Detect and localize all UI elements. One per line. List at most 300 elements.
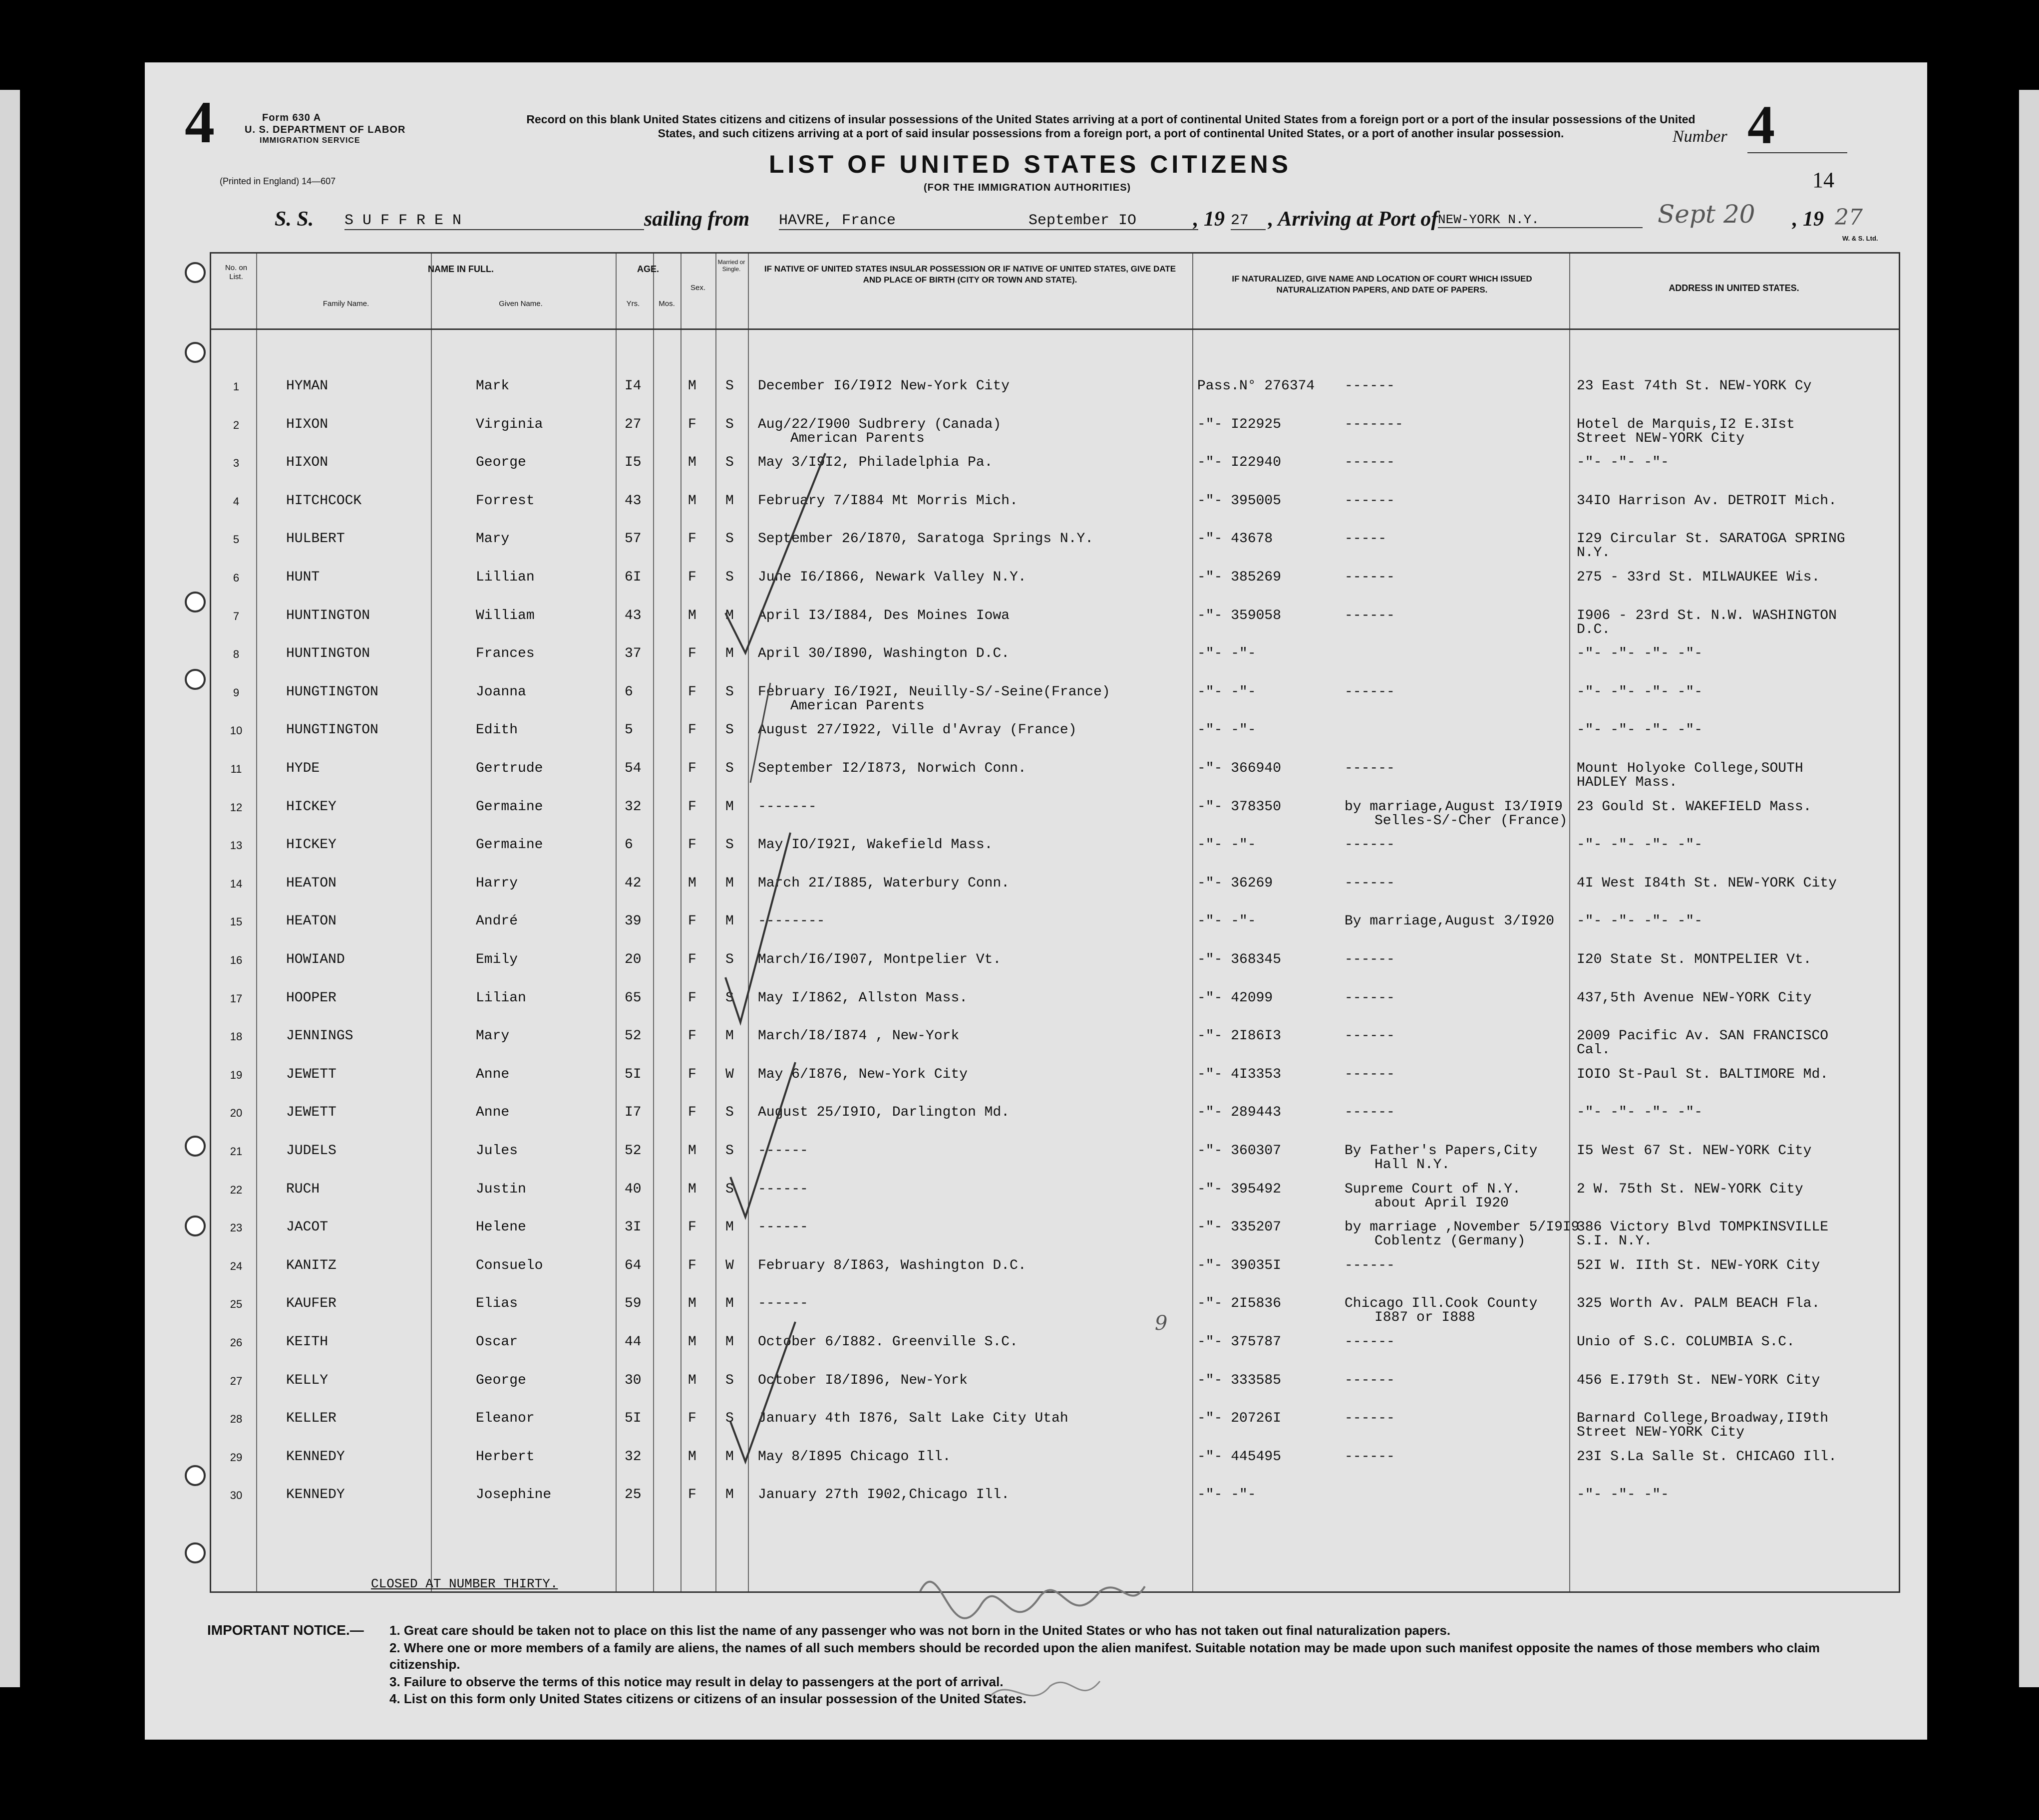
cell-pass: -"- -"- <box>1197 646 1256 662</box>
cell-sex: M <box>688 493 696 509</box>
cell-addr: 2 W. 75th St. NEW-YORK City <box>1577 1181 1803 1197</box>
cell-sex: M <box>688 875 696 891</box>
margin-handwritten-number: 9 <box>1155 1312 1168 1335</box>
cell-sex: F <box>688 646 696 662</box>
adjacent-page-left-edge <box>0 90 20 1687</box>
cell-age: 20 <box>625 952 642 967</box>
cell-pass: -"- -"- <box>1197 722 1256 738</box>
cell-addr: 386 Victory Blvd TOMPKINSVILLE <box>1577 1219 1829 1235</box>
cell-birth: -------- <box>758 913 825 929</box>
cell-given: Edith <box>476 722 518 738</box>
binder-hole <box>185 669 206 690</box>
row-number: 10 <box>230 724 243 737</box>
cell-sex: F <box>688 1066 696 1082</box>
table-row <box>211 603 1899 641</box>
cell-family: HIXON <box>286 455 329 471</box>
cell-age: 57 <box>625 531 642 547</box>
cell-pass: -"- -"- <box>1197 837 1256 853</box>
cell-court2: Hall N.Y. <box>1374 1157 1450 1173</box>
cell-ms: M <box>725 1028 734 1044</box>
cell-addr: Unio of S.C. COLUMBIA S.C. <box>1577 1334 1795 1350</box>
row-number: 1 <box>233 380 240 393</box>
cell-pass: -"- 4I3353 <box>1197 1066 1282 1082</box>
cell-given: Forrest <box>476 493 535 509</box>
cell-age: 40 <box>625 1181 642 1197</box>
row-number: 19 <box>230 1068 243 1081</box>
cell-court2: Coblentz (Germany) <box>1374 1233 1526 1249</box>
table-row <box>211 1291 1899 1329</box>
cell-pass: -"- 359058 <box>1197 607 1282 623</box>
cell-ms: M <box>725 1296 734 1312</box>
cell-ms: M <box>725 493 734 509</box>
cell-addr: I29 Circular St. SARATOGA SPRING <box>1577 531 1845 547</box>
cell-age: 6 <box>625 837 633 853</box>
cell-sex: F <box>688 684 696 700</box>
cell-ms: S <box>725 684 734 700</box>
cell-given: George <box>476 1372 526 1388</box>
cell-birth: January 4th I876, Salt Lake City Utah <box>758 1411 1068 1427</box>
cell-age: 44 <box>625 1334 642 1350</box>
cell-family: HICKEY <box>286 799 337 815</box>
cell-pass: -"- 385269 <box>1197 570 1282 585</box>
page-number: 14 <box>1812 168 1834 192</box>
cell-addr: 456 E.I79th St. NEW-YORK City <box>1577 1372 1820 1388</box>
cell-age: 37 <box>625 646 642 662</box>
cell-family: KELLER <box>286 1411 337 1427</box>
table-row <box>211 450 1899 488</box>
cell-family: HUNGTINGTON <box>286 722 378 738</box>
cell-birth: March 2I/I885, Waterbury Conn. <box>758 875 1010 891</box>
row-number: 5 <box>233 533 240 546</box>
cell-age: 65 <box>625 990 642 1006</box>
cell-birth: February 7/I884 Mt Morris Mich. <box>758 493 1018 509</box>
binder-hole <box>185 592 206 612</box>
cell-family: HUNTINGTON <box>286 646 370 662</box>
table-row <box>211 526 1899 564</box>
table-row <box>211 1023 1899 1061</box>
row-number: 3 <box>233 457 240 470</box>
cell-addr2: Cal. <box>1577 1042 1611 1058</box>
cell-court2: Selles-S/-Cher (France) <box>1374 813 1568 829</box>
cell-family: HOOPER <box>286 990 337 1006</box>
table-row <box>211 1482 1899 1520</box>
ss-label: S. S. <box>275 208 314 231</box>
ship-name: S U F F R E N <box>344 212 644 230</box>
row-number: 8 <box>233 648 240 661</box>
cell-given: Herbert <box>476 1449 535 1465</box>
table-row <box>211 1368 1899 1406</box>
cell-given: Jules <box>476 1143 518 1159</box>
cell-given: Frances <box>476 646 535 662</box>
cell-birth: June I6/I866, Newark Valley N.Y. <box>758 570 1026 585</box>
table-row <box>211 679 1899 717</box>
row-number: 14 <box>230 877 243 890</box>
table-row <box>211 717 1899 755</box>
cell-given: William <box>476 607 535 623</box>
cell-pass: -"- 43678 <box>1197 531 1273 547</box>
cell-sex: F <box>688 761 696 776</box>
row-number: 9 <box>233 686 240 699</box>
cell-family: HITCHCOCK <box>286 493 362 509</box>
table-row <box>211 871 1899 909</box>
cell-given: Anne <box>476 1105 510 1121</box>
cell-addr: 23 Gould St. WAKEFIELD Mass. <box>1577 799 1812 815</box>
cell-sex: F <box>688 531 696 547</box>
cell-ms: S <box>725 570 734 585</box>
number-label: Number <box>1673 127 1727 146</box>
cell-birth: April I3/I884, Des Moines Iowa <box>758 607 1010 623</box>
cell-ms: M <box>725 646 734 662</box>
cell-given: Josephine <box>476 1487 552 1503</box>
cell-pass: -"- I22925 <box>1197 416 1282 432</box>
cell-addr: 325 Worth Av. PALM BEACH Fla. <box>1577 1296 1820 1312</box>
cell-birth: May IO/I92I, Wakefield Mass. <box>758 837 993 853</box>
arriving-label: , Arriving at Port of <box>1268 208 1438 231</box>
sailing-label: sailing from <box>644 208 750 231</box>
cell-given: Joanna <box>476 684 526 700</box>
cell-birth: ------ <box>758 1219 808 1235</box>
cell-court: ------ <box>1345 952 1395 967</box>
cell-given: Mark <box>476 378 510 394</box>
cell-court2: about April I920 <box>1374 1195 1509 1211</box>
cell-sex: M <box>688 1296 696 1312</box>
cell-given: Gertrude <box>476 761 543 776</box>
cell-sex: F <box>688 1028 696 1044</box>
port-from: HAVRE, France <box>779 212 1078 230</box>
cell-pass: -"- -"- <box>1197 684 1256 700</box>
cell-age: 6 <box>625 684 633 700</box>
cell-addr2: D.C. <box>1577 621 1611 637</box>
cell-pass: -"- -"- <box>1197 913 1256 929</box>
cell-addr2: Street NEW-YORK City <box>1577 1425 1745 1441</box>
arrival-date-handwritten: Sept 20 <box>1658 200 1755 229</box>
cell-age: 43 <box>625 607 642 623</box>
cell-sex: F <box>688 1411 696 1427</box>
cell-court: by marriage ,November 5/I9I9 <box>1345 1219 1580 1235</box>
year-prefix: , 19 <box>1193 208 1225 231</box>
col-header-given: Given Name. <box>499 300 543 308</box>
cell-age: 42 <box>625 875 642 891</box>
cell-age: I4 <box>625 378 642 394</box>
pen-check-marks <box>715 333 915 1581</box>
cell-given: André <box>476 913 518 929</box>
col-header-naturalized: IF NATURALIZED, GIVE NAME AND LOCATION OF COURT WHICH ISSUED NATURALIZATION PAPERS, AND DATE OF PAPERS. <box>1232 274 1532 295</box>
cell-addr: 4I West I84th St. NEW-YORK City <box>1577 875 1837 891</box>
row-number: 30 <box>230 1489 243 1502</box>
cell-addr: I20 State St. MONTPELIER Vt. <box>1577 952 1812 967</box>
cell-pass: -"- 366940 <box>1197 761 1282 776</box>
cell-pass: -"- 378350 <box>1197 799 1282 815</box>
cell-ms: S <box>725 1411 734 1427</box>
cell-ms: S <box>725 378 734 394</box>
page-subtitle: (FOR THE IMMIGRATION AUTHORITIES) <box>924 182 1131 193</box>
form-service: IMMIGRATION SERVICE <box>260 136 360 145</box>
cell-pass: -"- 375787 <box>1197 1334 1282 1350</box>
cell-court: ------ <box>1345 761 1395 776</box>
cell-addr: Hotel de Marquis,I2 E.3Ist <box>1577 416 1795 432</box>
cell-sex: F <box>688 799 696 815</box>
cell-birth: December I6/I9I2 New-York City <box>758 378 1010 394</box>
cell-given: Oscar <box>476 1334 518 1350</box>
cell-birth: February 8/I863, Washington D.C. <box>758 1257 1026 1273</box>
table-row <box>211 1329 1899 1367</box>
date-sailed: September IO <box>1028 212 1198 230</box>
cell-sex: F <box>688 570 696 585</box>
row-number: 23 <box>230 1221 243 1234</box>
col-header-address: ADDRESS IN UNITED STATES. <box>1669 283 1799 293</box>
cell-birth: ------ <box>758 1143 808 1159</box>
cell-ms: M <box>725 1487 734 1503</box>
cell-given: Lilian <box>476 990 526 1006</box>
cell-family: KELLY <box>286 1372 329 1388</box>
cell-birth: October 6/I882. Greenville S.C. <box>758 1334 1018 1350</box>
closed-note: CLOSED AT NUMBER THIRTY. <box>371 1576 558 1591</box>
cell-addr2: HADLEY Mass. <box>1577 775 1678 790</box>
row-number: 15 <box>230 915 243 928</box>
cell-ms: S <box>725 416 734 432</box>
cell-addr: 34IO Harrison Av. DETROIT Mich. <box>1577 493 1837 509</box>
row-number: 13 <box>230 839 243 852</box>
cell-given: Mary <box>476 1028 510 1044</box>
binder-hole <box>185 1215 206 1236</box>
binder-hole <box>185 342 206 363</box>
cell-ms: M <box>725 799 734 815</box>
col-header-family: Family Name. <box>323 300 369 308</box>
cell-pass: -"- 335207 <box>1197 1219 1282 1235</box>
cell-court: ------ <box>1345 1449 1395 1465</box>
cell-family: HYMAN <box>286 378 329 394</box>
cell-given: Harry <box>476 875 518 891</box>
cell-family: JEWETT <box>286 1105 337 1121</box>
cell-given: Virginia <box>476 416 543 432</box>
cell-court: By Father's Papers,City <box>1345 1143 1538 1159</box>
cell-birth: March/I8/I874 , New-York <box>758 1028 960 1044</box>
table-row <box>211 488 1899 526</box>
row-number: 18 <box>230 1030 243 1043</box>
cell-family: HIXON <box>286 416 329 432</box>
cell-pass: -"- 39035I <box>1197 1257 1282 1273</box>
cell-family: HEATON <box>286 913 337 929</box>
year-suffix: 27 <box>1231 212 1266 230</box>
cell-pass: -"- 2I5836 <box>1197 1296 1282 1312</box>
cell-addr: I906 - 23rd St. N.W. WASHINGTON <box>1577 607 1837 623</box>
cell-court: ------ <box>1345 990 1395 1006</box>
cell-given: Germaine <box>476 837 543 853</box>
cell-sex: F <box>688 722 696 738</box>
cell-family: HULBERT <box>286 531 345 547</box>
cell-sex: M <box>688 1372 696 1388</box>
cell-ms: S <box>725 1181 734 1197</box>
cell-birth: ------- <box>758 799 817 815</box>
cell-court: ----- <box>1345 531 1387 547</box>
cell-family: JEWETT <box>286 1066 337 1082</box>
cell-addr: -"- -"- -"- <box>1577 455 1669 471</box>
notice-heading: IMPORTANT NOTICE.— <box>207 1622 364 1638</box>
cell-family: KENNEDY <box>286 1487 345 1503</box>
cell-age: 59 <box>625 1296 642 1312</box>
cell-ms: S <box>725 837 734 853</box>
cell-addr: IOIO St-Paul St. BALTIMORE Md. <box>1577 1066 1829 1082</box>
cell-addr: Barnard College,Broadway,II9th <box>1577 1411 1829 1427</box>
cell-addr: 23I S.La Salle St. CHICAGO Ill. <box>1577 1449 1837 1465</box>
cell-birth: February I6/I92I, Neuilly-S/-Seine(France) <box>758 684 1110 700</box>
cell-family: KENNEDY <box>286 1449 345 1465</box>
cell-court: Chicago Ill.Cook County <box>1345 1296 1538 1312</box>
cell-family: KANITZ <box>286 1257 337 1273</box>
cell-age: 43 <box>625 493 642 509</box>
cell-given: Justin <box>476 1181 526 1197</box>
cell-addr: -"- -"- -"- -"- <box>1577 913 1703 929</box>
cell-sex: F <box>688 952 696 967</box>
table-row <box>211 1214 1899 1252</box>
cell-birth: May 6/I876, New-York City <box>758 1066 968 1082</box>
cell-birth: September I2/I873, Norwich Conn. <box>758 761 1026 776</box>
table-row <box>211 1062 1899 1100</box>
row-number: 21 <box>230 1145 243 1158</box>
cell-family: KAUFER <box>286 1296 337 1312</box>
cell-addr: -"- -"- -"- -"- <box>1577 837 1703 853</box>
cell-given: Anne <box>476 1066 510 1082</box>
printed-in-note: (Printed in England) 14—607 <box>220 176 336 186</box>
page-title: LIST OF UNITED STATES CITIZENS <box>769 150 1292 178</box>
cell-pass: -"- 42099 <box>1197 990 1273 1006</box>
cell-age: 64 <box>625 1257 642 1273</box>
notice-item-4: 4. List on this form only United States citizens or citizens of an insular possession of the United States. <box>389 1691 1026 1706</box>
cell-court: ------ <box>1345 1411 1395 1427</box>
table-row <box>211 1177 1899 1214</box>
row-number: 24 <box>230 1259 243 1272</box>
cell-age: 3I <box>625 1219 642 1235</box>
cell-addr: 275 - 33rd St. MILWAUKEE Wis. <box>1577 570 1820 585</box>
cell-ms: S <box>725 1372 734 1388</box>
list-number-mark: 4 <box>185 89 215 155</box>
table-row <box>211 1138 1899 1176</box>
cell-court: ------ <box>1345 1334 1395 1350</box>
list-number-value: 4 <box>1747 97 1847 153</box>
cell-ms: M <box>725 875 734 891</box>
cell-court: ------ <box>1345 1105 1395 1121</box>
cell-birth: September 26/I870, Saratoga Springs N.Y. <box>758 531 1094 547</box>
cell-age: 54 <box>625 761 642 776</box>
row-number: 12 <box>230 801 243 814</box>
cell-birth2: American Parents <box>790 698 925 714</box>
cell-sex: M <box>688 1449 696 1465</box>
cell-birth: March/I6/I907, Montpelier Vt. <box>758 952 1002 967</box>
col-header-married: Married or Single. <box>717 259 745 273</box>
cell-age: 5 <box>625 722 633 738</box>
cell-sex: F <box>688 990 696 1006</box>
cell-ms: S <box>725 531 734 547</box>
cell-addr: 52I W. IIth St. NEW-YORK City <box>1577 1257 1820 1273</box>
cell-court: ------ <box>1345 378 1395 394</box>
cell-pass: -"- 333585 <box>1197 1372 1282 1388</box>
cell-ms: S <box>725 1143 734 1159</box>
cell-court: ------ <box>1345 837 1395 853</box>
cell-family: JENNINGS <box>286 1028 353 1044</box>
row-number: 7 <box>233 609 240 622</box>
cell-pass: -"- -"- <box>1197 1487 1256 1503</box>
adjacent-page-right-edge <box>2019 90 2039 1687</box>
table-row <box>211 985 1899 1023</box>
row-number: 25 <box>230 1298 243 1311</box>
notice-item-1: 1. Great care should be taken not to place on this list the name of any passenger who was not born in the United States or who has not taken out final naturalization papers. <box>389 1623 1451 1638</box>
form-department: U. S. DEPARTMENT OF LABOR <box>245 124 406 135</box>
cell-court: ------ <box>1345 455 1395 471</box>
row-number: 16 <box>230 954 243 966</box>
cell-pass: -"- 36269 <box>1197 875 1273 891</box>
cell-family: HEATON <box>286 875 337 891</box>
cell-pass: -"- 445495 <box>1197 1449 1282 1465</box>
cell-court: ------ <box>1345 1372 1395 1388</box>
manifest-page <box>145 62 1927 1740</box>
row-number: 2 <box>233 418 240 431</box>
cell-sex: F <box>688 837 696 853</box>
cell-given: George <box>476 455 526 471</box>
col-header-sex: Sex. <box>690 284 705 292</box>
col-header-mos: Mos. <box>659 300 675 308</box>
cell-birth: Aug/22/I900 Sudbrery (Canada) <box>758 416 1002 432</box>
notice-item-3: 3. Failure to observe the terms of this notice may result in delay to passengers at the port of arrival. <box>389 1674 1004 1689</box>
cell-pass: -"- 360307 <box>1197 1143 1282 1159</box>
table-row <box>211 909 1899 946</box>
binder-hole <box>185 1136 206 1157</box>
cell-sex: F <box>688 913 696 929</box>
cell-ms: S <box>725 761 734 776</box>
cell-ms: M <box>725 1334 734 1350</box>
cell-court: ------ <box>1345 570 1395 585</box>
cell-addr: -"- -"- -"- -"- <box>1577 646 1703 662</box>
cell-birth: August 25/I9IO, Darlington Md. <box>758 1105 1010 1121</box>
cell-ms: W <box>725 1066 734 1082</box>
cell-family: RUCH <box>286 1181 320 1197</box>
cell-court: ------- <box>1345 416 1403 432</box>
table-row <box>211 1444 1899 1482</box>
cell-ms: M <box>725 1219 734 1235</box>
cell-family: HOWIAND <box>286 952 345 967</box>
cell-addr: -"- -"- -"- -"- <box>1577 684 1703 700</box>
cell-sex: M <box>688 1334 696 1350</box>
cell-family: HUNGTINGTON <box>286 684 378 700</box>
cell-ms: S <box>725 952 734 967</box>
cell-birth: October I8/I896, New-York <box>758 1372 968 1388</box>
cell-ms: S <box>725 990 734 1006</box>
cell-age: 5I <box>625 1066 642 1082</box>
cell-sex: F <box>688 1487 696 1503</box>
cell-given: Helene <box>476 1219 526 1235</box>
binder-hole <box>185 262 206 283</box>
cell-pass: -"- 289443 <box>1197 1105 1282 1121</box>
cell-addr: 437,5th Avenue NEW-YORK City <box>1577 990 1812 1006</box>
cell-age: 52 <box>625 1028 642 1044</box>
cell-birth2: American Parents <box>790 430 925 446</box>
row-number: 4 <box>233 495 240 508</box>
cell-age: 32 <box>625 1449 642 1465</box>
table-row <box>211 947 1899 985</box>
notice-item-2: 2. Where one or more members of a family are aliens, the names of all such members should be recorded upon the alien manifest. Suitable notation may be made upon such manifest opposite the names of those members who claim citizenship. <box>389 1640 1820 1672</box>
table-row <box>211 565 1899 603</box>
cell-birth: April 30/I890, Washington D.C. <box>758 646 1010 662</box>
table-row <box>211 832 1899 870</box>
cell-age: 5I <box>625 1411 642 1427</box>
table-row <box>211 1100 1899 1138</box>
cell-sex: M <box>688 378 696 394</box>
cell-court: ------ <box>1345 493 1395 509</box>
col-header-age: AGE. <box>637 264 659 274</box>
cell-given: Lillian <box>476 570 535 585</box>
cell-given: Germaine <box>476 799 543 815</box>
cell-addr2: N.Y. <box>1577 545 1611 561</box>
cell-age: 25 <box>625 1487 642 1503</box>
